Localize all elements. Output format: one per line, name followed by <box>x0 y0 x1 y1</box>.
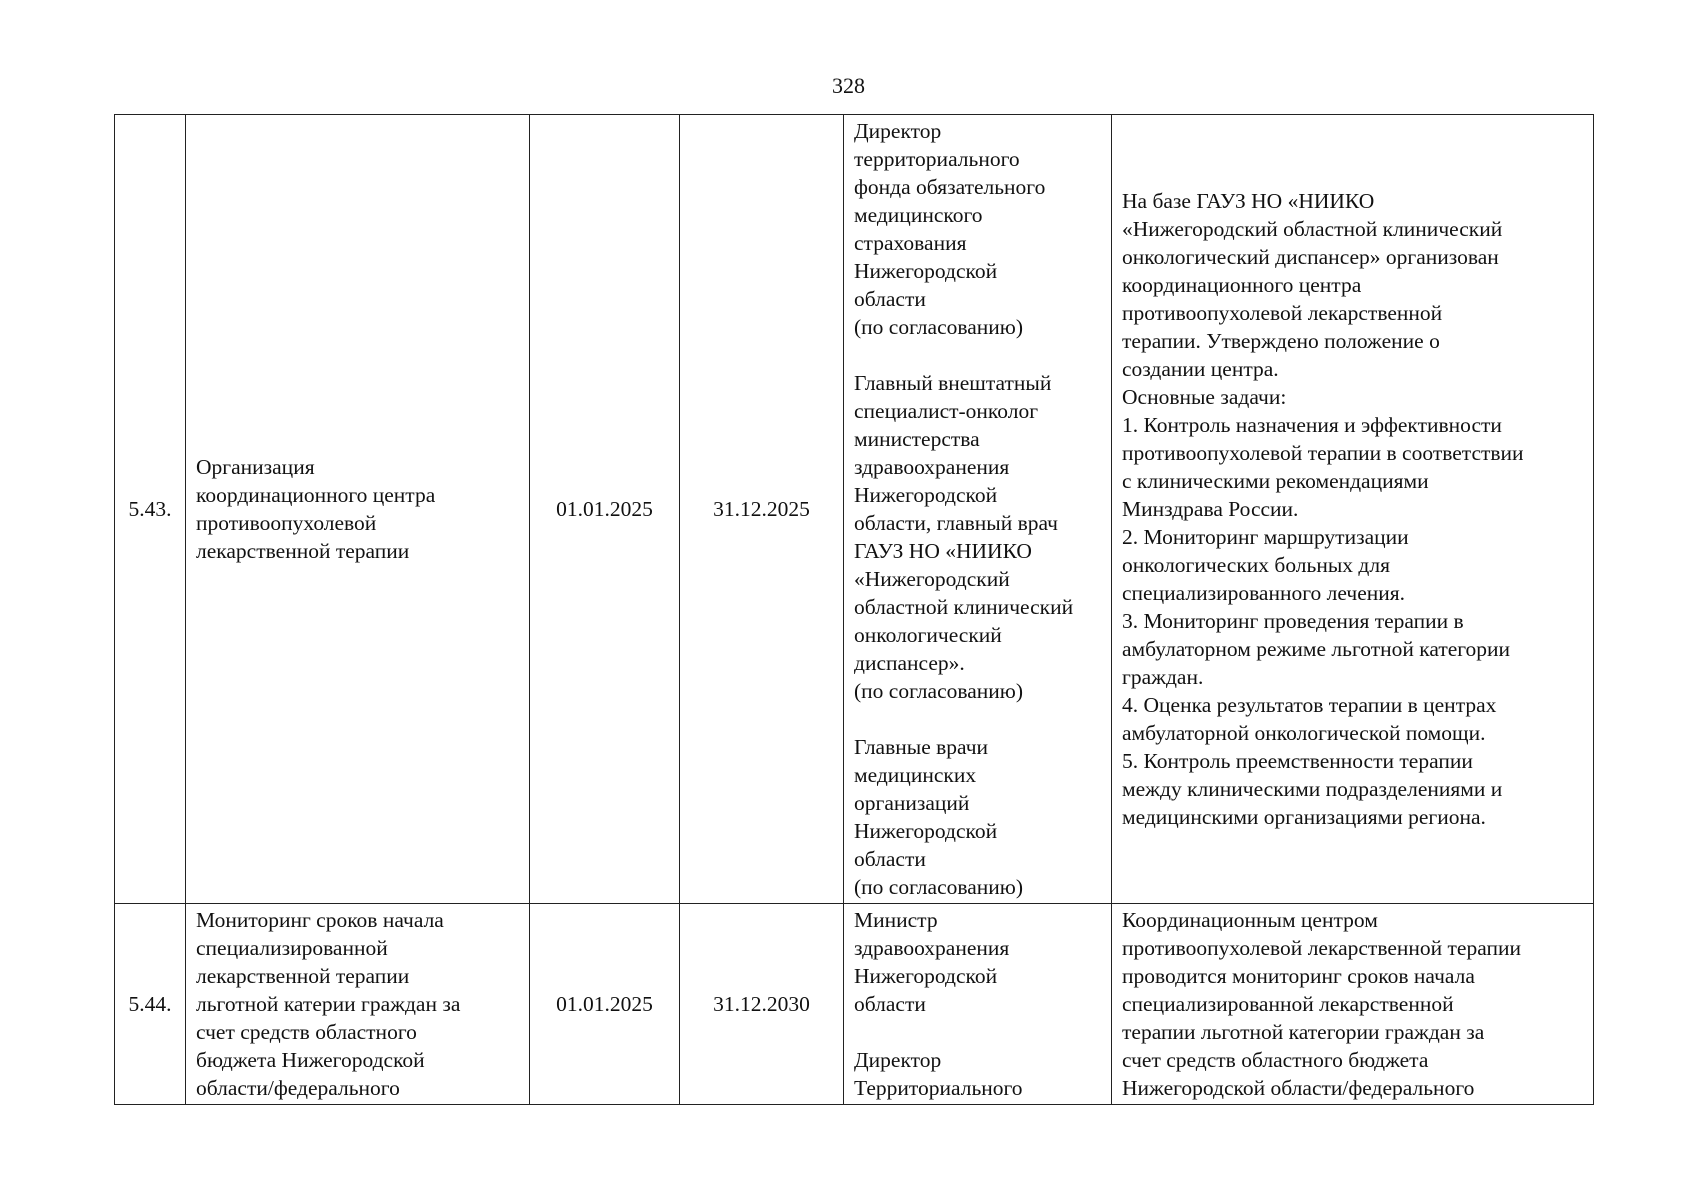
event-cell <box>186 115 530 904</box>
result-cell <box>1112 904 1594 1105</box>
responsible-block: Главные врачи медицинских организаций Нижегородской области (по согласованию) <box>854 735 1024 899</box>
result-text: Координационным центром противоопухолевой лекарственной терапии проводится мониторинг сроков начала специализированной лекарственной терапии льготной категории граждан за счет средств областного бюджета Нижегородской области/федерального <box>1122 908 1521 1100</box>
start-date-cell <box>530 904 680 1105</box>
end-date: 31.12.2030 <box>713 992 810 1016</box>
responsible-block: Директор территориального фонда обязательного медицинского страхования Нижегородской области (по согласованию) <box>854 119 1046 339</box>
measures-table <box>114 114 1594 1105</box>
row-number-cell <box>115 904 186 1105</box>
end-date-cell <box>680 904 844 1105</box>
paragraph-gap <box>854 705 1101 733</box>
start-date-cell <box>530 115 680 904</box>
responsible-cell <box>844 904 1112 1105</box>
responsible-block: Министр здравоохранения Нижегородской области <box>854 908 1010 1016</box>
start-date: 01.01.2025 <box>556 497 653 521</box>
row-number: 5.44. <box>128 992 172 1016</box>
table-row <box>115 904 1594 1105</box>
paragraph-gap <box>854 1018 1101 1046</box>
event-cell <box>186 904 530 1105</box>
row-number-cell <box>115 115 186 904</box>
table-row <box>115 115 1594 904</box>
end-date: 31.12.2025 <box>713 497 810 521</box>
paragraph-gap <box>854 341 1101 369</box>
event-text: Организация координационного центра противоопухолевой лекарственной терапии <box>196 455 436 563</box>
end-date-cell <box>680 115 844 904</box>
page-number: 328 <box>832 73 865 98</box>
event-text: Мониторинг сроков начала специализированной лекарственной терапии льготной катерии граждан за счет средств областного бюджета Нижегородской области/федерального <box>196 908 461 1100</box>
result-text: На базе ГАУЗ НО «НИИКО «Нижегородский областной клинический онкологический диспансер» организован координационного центра противоопухолевой лекарственной терапии. Утверждено положение о создании центра. Основные задачи: 1. Контроль назначения и эффективности противоопухолевой терапии в соответствии с клиническими рекомендациями Минздрава России. 2. Мониторинг маршрутизации онкологических больных для специализированного лечения. 3. Мониторинг проведения терапии в амбулаторном режиме льготной категории граждан. 4. Оценка результатов терапии в центрах амбулаторной онкологической помощи. 5. Контроль преемственности терапии между клиническими подразделениями и медицинскими организациями региона. <box>1122 189 1524 829</box>
responsible-block: Главный внештатный специалист-онколог министерства здравоохранения Нижегородской области, главный врач ГАУЗ НО «НИИКО «Нижегородский областной клинический онкологический диспансер». (по согласованию) <box>854 371 1074 703</box>
row-number: 5.43. <box>128 497 172 521</box>
responsible-cell <box>844 115 1112 904</box>
start-date: 01.01.2025 <box>556 992 653 1016</box>
result-cell <box>1112 115 1594 904</box>
responsible-block: Директор Территориального <box>854 1048 1023 1100</box>
